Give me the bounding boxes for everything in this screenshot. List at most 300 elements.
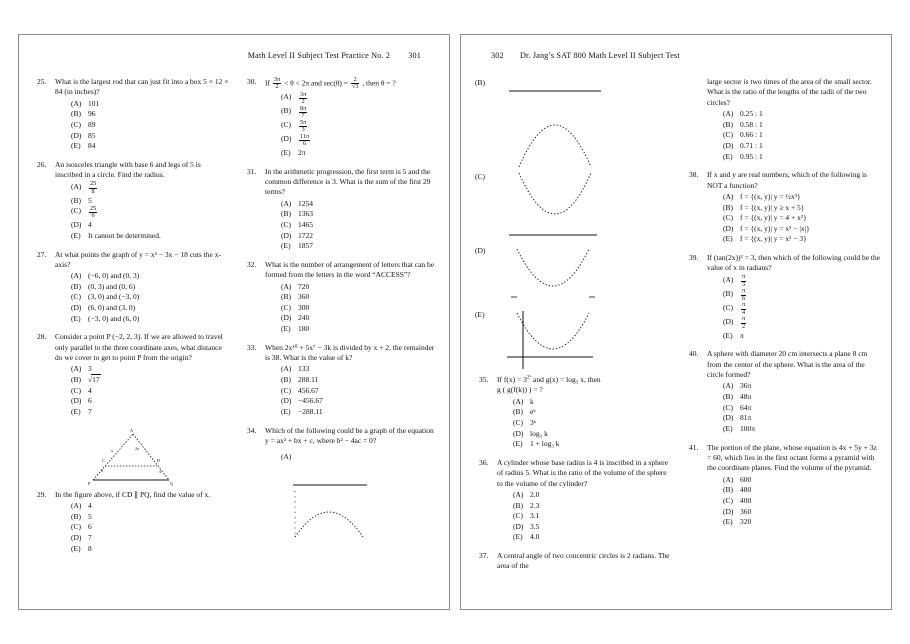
option-text: 0.95 : 1 xyxy=(740,151,763,161)
question-40-body xyxy=(707,349,881,434)
option-label: (B) xyxy=(723,392,733,402)
option-text: 7 xyxy=(88,532,92,542)
option-text: (0, 3) and (0, 6) xyxy=(88,281,136,291)
option-e[interactable] xyxy=(723,517,881,528)
option-d[interactable] xyxy=(71,396,229,407)
option-label: (C) xyxy=(281,120,291,129)
option-e[interactable] xyxy=(723,234,881,245)
option-label: (E) xyxy=(723,330,733,340)
svg-text:D: D xyxy=(157,457,161,463)
parabola-down-line-top-graph xyxy=(495,77,615,169)
svg-text:Q: Q xyxy=(170,480,174,486)
option-a[interactable] xyxy=(71,501,229,512)
option-a[interactable] xyxy=(281,199,439,210)
option-a[interactable] xyxy=(513,397,671,408)
question-37-continuation xyxy=(685,77,881,162)
option-b[interactable] xyxy=(71,282,229,293)
option-d[interactable] xyxy=(723,224,881,235)
question-29-body xyxy=(55,490,229,555)
option-text: f = {(x, y)| y = 4 + x²} xyxy=(740,213,807,223)
question-38-body xyxy=(707,170,881,245)
option-text: f = {(x, y)| y = x² − 3} xyxy=(740,234,807,244)
option-c[interactable] xyxy=(281,220,439,231)
question-33-options xyxy=(265,364,439,417)
fraction-numerator: 11π xyxy=(300,132,310,140)
question-28-body xyxy=(55,332,229,417)
option-a[interactable] xyxy=(281,452,439,463)
option-b[interactable] xyxy=(281,106,439,120)
option-text: 8 xyxy=(88,543,92,553)
option-c[interactable] xyxy=(723,303,881,317)
question-27-text: At what points the graph of y = x² − 3x − 18 cuts the x-axis? xyxy=(55,249,221,269)
option-label: (B) xyxy=(281,209,291,219)
option-e[interactable] xyxy=(71,407,229,418)
question-37-number: 37. xyxy=(479,551,489,561)
triangle-figure xyxy=(33,426,229,488)
option-label: (B) xyxy=(513,500,523,510)
option-label: (E) xyxy=(281,407,291,417)
option-a[interactable] xyxy=(281,364,439,375)
question-37-options xyxy=(707,109,881,162)
option-label: (C) xyxy=(281,385,291,395)
option-c[interactable] xyxy=(513,418,671,429)
option-label: (C) xyxy=(513,511,523,521)
option-sqrt: √17 xyxy=(88,375,100,385)
option-text: (3, 0) and (−3, 0) xyxy=(88,292,140,302)
option-e[interactable] xyxy=(723,152,881,163)
question-31-number: 31. xyxy=(247,166,257,176)
option-d[interactable] xyxy=(281,134,439,148)
svg-text:x: x xyxy=(111,447,114,453)
fraction-denominator: 6 xyxy=(303,140,307,147)
right-page-column-1 xyxy=(475,77,671,580)
option-c[interactable] xyxy=(513,511,671,522)
option-label: (E) xyxy=(281,324,291,334)
option-label: (D) xyxy=(281,313,292,323)
option-text: −288.11 xyxy=(298,407,323,417)
question-33-body xyxy=(265,343,439,418)
option-b[interactable] xyxy=(513,501,671,512)
option-d[interactable] xyxy=(71,220,229,231)
question-27-number: 27. xyxy=(37,249,47,259)
option-c[interactable] xyxy=(71,386,229,397)
option-text: 81π xyxy=(740,413,752,423)
option-a[interactable] xyxy=(723,275,881,289)
option-c[interactable] xyxy=(723,130,881,141)
fraction-numerator: π xyxy=(742,315,746,323)
option-b[interactable] xyxy=(513,407,671,418)
option-b[interactable] xyxy=(723,392,881,403)
option-e[interactable] xyxy=(723,331,881,342)
option-e[interactable] xyxy=(71,231,229,242)
question-32-body xyxy=(265,260,439,335)
option-text: 600 xyxy=(740,474,752,484)
left-page-column-1 xyxy=(33,77,229,562)
option-fraction xyxy=(88,206,229,220)
option-d[interactable] xyxy=(71,533,229,544)
option-d[interactable] xyxy=(281,231,439,242)
graph-option-d[interactable] xyxy=(475,245,671,307)
option-d[interactable] xyxy=(71,131,229,142)
option-a-graph xyxy=(265,467,439,539)
option-d[interactable] xyxy=(723,507,881,518)
option-d[interactable] xyxy=(723,413,881,424)
question-38 xyxy=(685,170,881,245)
question-31-options xyxy=(265,199,439,252)
option-b[interactable] xyxy=(723,203,881,214)
option-text: 1254 xyxy=(298,198,313,208)
option-label: (A) xyxy=(281,452,292,462)
option-label: (B) xyxy=(723,485,733,495)
option-text: 100π xyxy=(740,424,756,434)
option-a[interactable] xyxy=(723,381,881,392)
fraction-numerator: 3π xyxy=(273,75,281,83)
option-a[interactable] xyxy=(281,282,439,293)
question-29-text: In the figure above, if CD ∥ PQ, find the value of x. xyxy=(55,489,211,499)
left-page-number: 301 xyxy=(408,51,421,60)
question-28 xyxy=(33,332,229,417)
option-text: 96 xyxy=(88,109,96,119)
option-text: 4 xyxy=(88,220,92,230)
option-c[interactable] xyxy=(281,386,439,397)
option-text: It cannot be determined. xyxy=(88,230,161,240)
option-a[interactable] xyxy=(513,490,671,501)
question-32-options xyxy=(265,282,439,335)
question-35 xyxy=(475,375,671,450)
option-label: (D) xyxy=(71,220,82,230)
question-36-body xyxy=(497,458,671,543)
option-text: π xyxy=(740,330,744,340)
option-a[interactable] xyxy=(71,182,229,196)
parabola-up-plain-graph xyxy=(495,245,615,307)
option-b[interactable] xyxy=(71,109,229,120)
option-text: −456.67 xyxy=(298,396,323,406)
fraction-numerator: 25 xyxy=(90,204,97,212)
option-label: (E) xyxy=(513,532,523,542)
option-label: (E) xyxy=(71,141,81,151)
question-36-text: A cylinder whose base radius is 4 is inscribed in a sphere of radius 5. What is the ratio of the volume of the sphere to the volume of the cylinder? xyxy=(497,457,669,488)
question-30-body xyxy=(265,77,439,159)
option-label: (C) xyxy=(71,292,81,302)
left-page-columns xyxy=(33,77,435,562)
option-c[interactable] xyxy=(723,213,881,224)
option-e[interactable] xyxy=(513,439,671,450)
sqrt-radicand: 17 xyxy=(92,375,100,385)
option-text: 48π xyxy=(740,392,752,402)
option-label: (D) xyxy=(513,428,524,438)
question-25-options xyxy=(55,99,229,152)
fraction-denominator: 2 xyxy=(301,98,305,105)
right-page-number: 302 xyxy=(491,51,504,60)
fraction-denominator: 4 xyxy=(742,308,746,316)
option-label: (C) xyxy=(723,213,733,223)
option-b[interactable] xyxy=(281,292,439,303)
option-label: (B) xyxy=(281,292,291,302)
option-a[interactable] xyxy=(281,92,439,106)
question-31-text: In the arithmetic progression, the first term is 5 and the common difference is 3. What is the sum of the first 29 terms? xyxy=(265,166,431,197)
option-fraction xyxy=(298,134,439,148)
option-text: 85 xyxy=(88,130,96,140)
fraction-denominator: 8 xyxy=(91,187,95,195)
option-text: 84 xyxy=(88,141,96,151)
fraction-denominator: 3 xyxy=(742,280,746,288)
question-37-continuation-text: large sector is two times of the area of the small sector. What is the ratio of the lengths of the radii of the two circles? xyxy=(707,77,872,107)
question-30-fraction-b xyxy=(351,77,360,91)
fraction-numerator: 5π xyxy=(300,118,307,126)
right-page-header-title: Dr. Jang’s SAT 800 Math Level II Subject Test xyxy=(519,51,680,60)
option-e[interactable] xyxy=(281,324,439,335)
option-label: (A) xyxy=(71,500,82,510)
option-label: (C) xyxy=(281,219,291,229)
option-label: (C) xyxy=(723,130,733,140)
option-text: 1 + log₃ k xyxy=(530,439,560,449)
option-label: (A) xyxy=(281,364,292,374)
option-d[interactable] xyxy=(281,313,439,324)
option-label: (E) xyxy=(71,406,81,416)
question-37-body xyxy=(497,551,671,572)
graph-option-c-label: (C) xyxy=(475,172,485,181)
question-37-continuation-body xyxy=(707,77,881,162)
graph-option-e[interactable] xyxy=(475,309,671,371)
question-28-options xyxy=(55,364,229,417)
fraction-numerator: 3π xyxy=(300,90,307,98)
question-34-body xyxy=(265,426,439,541)
question-35-body xyxy=(497,375,671,450)
graph-option-e-label: (E) xyxy=(475,310,485,319)
option-e[interactable] xyxy=(513,532,671,543)
question-36-options xyxy=(497,490,671,543)
question-41-options xyxy=(707,475,881,528)
option-d[interactable] xyxy=(281,396,439,407)
question-32-text: What is the number of arrangement of letters that can be formed from the letters in the word “ACCESS”? xyxy=(265,259,435,280)
option-b[interactable] xyxy=(723,289,881,303)
option-label: (A) xyxy=(513,489,524,499)
option-text: 4 xyxy=(88,500,92,510)
option-text: 720 xyxy=(298,281,310,291)
option-label: (B) xyxy=(71,281,81,291)
option-label: (D) xyxy=(723,223,734,233)
option-text: f = {(x, y)| y ≥ x + 5} xyxy=(740,202,805,212)
option-text: 64π xyxy=(740,402,752,412)
svg-text:C: C xyxy=(102,457,105,463)
option-text: 1722 xyxy=(298,230,313,240)
question-35-text-line2: g ( g(f(k)) ) = ? xyxy=(497,385,543,395)
option-label: (E) xyxy=(723,151,733,161)
option-text: 5 xyxy=(88,195,92,205)
option-text: eᵏ xyxy=(530,407,536,417)
option-label: (D) xyxy=(71,303,82,313)
option-a[interactable] xyxy=(723,192,881,203)
question-34-number: 34. xyxy=(247,425,257,435)
question-36-number: 36. xyxy=(479,457,489,467)
fraction-denominator: 2 xyxy=(275,83,279,90)
option-d[interactable] xyxy=(513,522,671,533)
option-text: 7 xyxy=(88,406,92,416)
option-label: (A) xyxy=(71,271,82,281)
option-text: 320 xyxy=(740,517,752,527)
fraction-numerator: π xyxy=(742,301,746,309)
option-fraction xyxy=(740,275,881,289)
question-33 xyxy=(243,343,439,418)
option-text: 3ᵏ xyxy=(530,417,537,427)
left-page xyxy=(18,34,450,610)
option-text: 3.5 xyxy=(530,521,540,531)
fraction-denominator: 6 xyxy=(742,294,746,302)
option-text: 5 xyxy=(88,511,92,521)
option-label: (A) xyxy=(281,92,292,101)
graph-option-c[interactable] xyxy=(475,171,671,243)
svg-text:6: 6 xyxy=(101,467,104,473)
option-e[interactable] xyxy=(71,141,229,152)
fraction-denominator: 7 xyxy=(301,112,305,119)
option-d[interactable] xyxy=(723,141,881,152)
fraction-numerator: π xyxy=(742,273,746,281)
option-label: (D) xyxy=(281,396,292,406)
option-d[interactable] xyxy=(513,429,671,440)
option-c[interactable] xyxy=(281,303,439,314)
option-text: 360 xyxy=(298,292,310,302)
option-fraction xyxy=(298,92,439,106)
option-text: 6 xyxy=(88,522,92,532)
option-text: f = {(x, y)| y = ½x³} xyxy=(740,191,801,201)
option-c[interactable] xyxy=(723,403,881,414)
option-label: (A) xyxy=(723,109,734,119)
question-26-body xyxy=(55,160,229,242)
option-b[interactable] xyxy=(71,512,229,523)
left-page-header-title: Math Level II Subject Test Practice No. 2 xyxy=(247,51,391,60)
option-b[interactable] xyxy=(723,485,881,496)
fraction-denominator: 2 xyxy=(742,322,746,330)
option-e[interactable] xyxy=(71,544,229,555)
option-text: 1465 xyxy=(298,219,313,229)
option-a[interactable] xyxy=(723,109,881,120)
option-text: 0.66 : 1 xyxy=(740,130,763,140)
option-label: (C) xyxy=(513,417,523,427)
question-30-text xyxy=(265,77,439,91)
option-a[interactable] xyxy=(71,99,229,110)
option-label: (A) xyxy=(281,281,292,291)
fraction-denominator: 6 xyxy=(91,212,95,220)
parabola-down-with-line-graph xyxy=(281,467,385,539)
question-30-text-post: , then θ = ? xyxy=(362,78,396,88)
option-text: 36π xyxy=(740,381,752,391)
option-a[interactable] xyxy=(723,475,881,486)
option-text: 1363 xyxy=(298,209,313,219)
question-39-number: 39. xyxy=(689,253,699,263)
option-label: (C) xyxy=(71,119,81,129)
option-c[interactable] xyxy=(281,120,439,134)
option-label: (A) xyxy=(71,364,82,374)
question-29 xyxy=(33,490,229,555)
option-b[interactable] xyxy=(281,209,439,220)
option-label: (C) xyxy=(71,522,81,532)
question-35-text-pre: If f(x) = 3 xyxy=(497,375,527,384)
option-c[interactable] xyxy=(71,292,229,303)
option-text: 0.58 : 1 xyxy=(740,119,763,129)
option-c[interactable] xyxy=(723,496,881,507)
question-35-number: 35. xyxy=(479,375,489,384)
question-26 xyxy=(33,160,229,242)
fraction-numerator: 2 xyxy=(351,77,360,85)
parabola-up-line-bottom-graph xyxy=(495,171,615,243)
option-label: (E) xyxy=(281,148,291,157)
question-41-number: 41. xyxy=(689,442,699,452)
option-d[interactable] xyxy=(723,317,881,331)
option-label: (D) xyxy=(71,532,82,542)
option-d[interactable] xyxy=(71,303,229,314)
question-40 xyxy=(685,349,881,434)
option-label: (B) xyxy=(71,109,81,119)
option-c[interactable] xyxy=(71,206,229,220)
option-label: (C) xyxy=(281,302,291,312)
option-c[interactable] xyxy=(71,522,229,533)
question-41-body xyxy=(707,443,881,528)
question-30-text-mid: < θ < 2π and sec(θ) = xyxy=(283,78,349,88)
option-text: 89 xyxy=(88,119,96,129)
question-39-text: If (tan(2x))² = 3, then which of the following could be the value of x in radians? xyxy=(707,253,881,273)
question-25-number: 25. xyxy=(37,77,47,86)
option-text: k xyxy=(530,396,534,406)
fraction-denominator: 3 xyxy=(301,126,305,133)
question-25-body xyxy=(55,77,229,152)
question-41 xyxy=(685,443,881,528)
option-label: (A) xyxy=(71,98,82,108)
question-28-text: Consider a point P (−2, 2, 3). If we are allowed to travel only parallel to the three coordinate axes, what distance do we cover to get to point P from the origin? xyxy=(55,332,223,363)
option-label: (A) xyxy=(723,191,734,201)
option-text: 0.71 : 1 xyxy=(740,140,763,150)
right-page-header xyxy=(475,51,877,69)
question-32 xyxy=(243,260,439,335)
question-38-options xyxy=(707,192,881,245)
option-text: (6, 0) and (3, 0) xyxy=(88,303,136,313)
svg-text:4: 4 xyxy=(159,468,162,474)
option-b[interactable] xyxy=(281,375,439,386)
svg-text:A: A xyxy=(130,427,134,433)
option-b[interactable] xyxy=(71,375,229,386)
question-25 xyxy=(33,77,229,152)
option-b[interactable] xyxy=(723,120,881,131)
question-25-text: What is the largest rod that can just fit into a box 5 × 12 × 84 (in inches)? xyxy=(55,77,229,97)
right-page xyxy=(460,34,892,610)
fraction-denominator: √3 xyxy=(351,83,359,90)
option-c[interactable] xyxy=(71,120,229,131)
question-36 xyxy=(475,458,671,543)
option-text: 480 xyxy=(740,485,752,495)
option-a[interactable] xyxy=(71,271,229,282)
option-text: (−3, 0) and (6, 0) xyxy=(88,313,140,323)
question-30 xyxy=(243,77,439,159)
option-label: (E) xyxy=(723,234,733,244)
option-text: log₃ k xyxy=(530,428,548,438)
option-text: 2π xyxy=(298,148,306,157)
option-e[interactable] xyxy=(281,148,439,159)
option-e[interactable] xyxy=(281,241,439,252)
question-34-text: Which of the following could be a graph of the equation y = ax² + bx + c, where b² − 4ac = 0? xyxy=(265,425,434,445)
graph-option-b[interactable] xyxy=(475,77,671,169)
option-e[interactable] xyxy=(71,314,229,325)
option-text: 3.1 xyxy=(530,511,540,521)
option-text: 180 xyxy=(298,324,310,334)
option-e[interactable] xyxy=(281,407,439,418)
question-33-number: 33. xyxy=(247,342,257,352)
option-text: (−6, 0) and (0, 3) xyxy=(88,271,140,281)
question-30-number: 30. xyxy=(247,77,257,86)
svg-text:2x: 2x xyxy=(135,445,140,451)
option-label: (D) xyxy=(281,134,292,143)
question-33-text: When 2x¹⁰ + 5x⁷ − 3k is divided by x + 2, the remainder is 38. What is the value of k? xyxy=(265,342,435,363)
option-label: (A) xyxy=(71,181,82,191)
option-e[interactable] xyxy=(723,424,881,435)
